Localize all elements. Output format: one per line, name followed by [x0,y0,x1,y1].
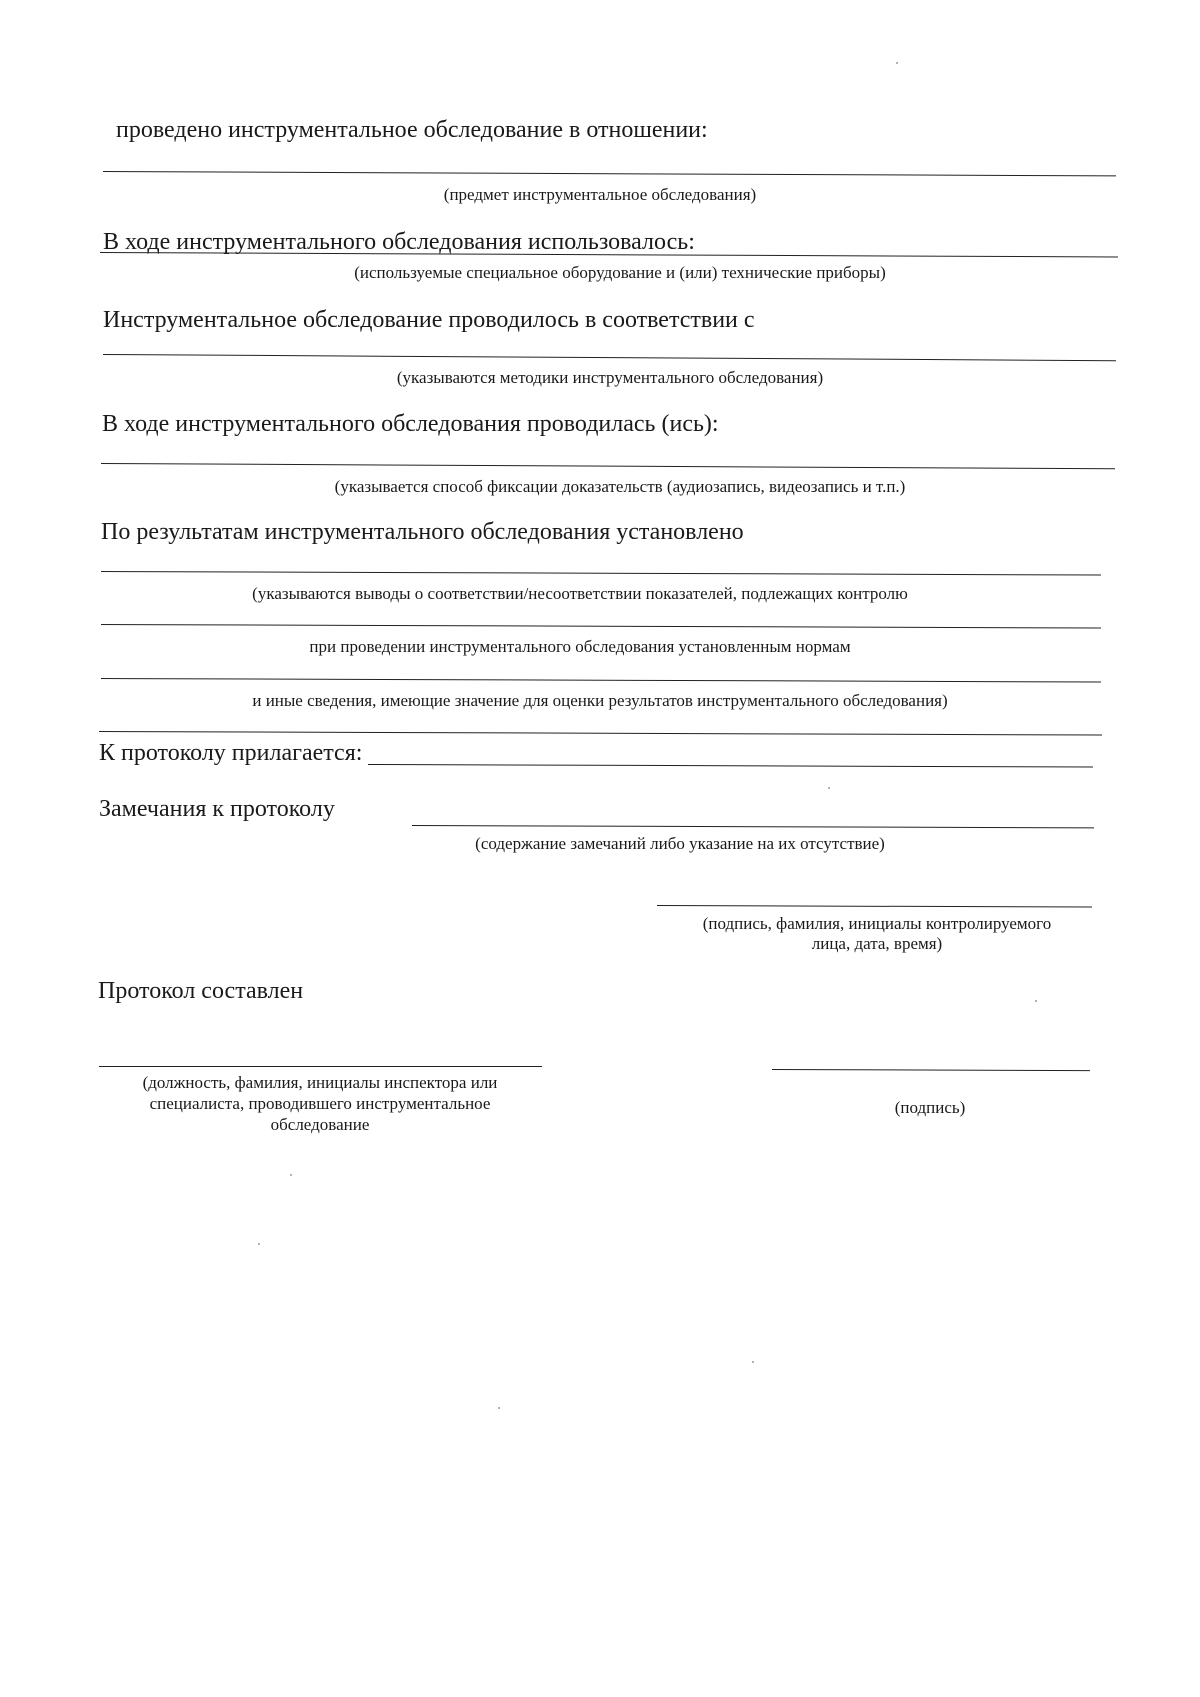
methods-caption: (указываются методики инструментального обследования) [396,368,824,387]
inspector-caption-1: (должность, фамилия, инициалы инспектора или [142,1073,498,1092]
results-caption-1: (указываются выводы о соответствии/несоответствии показателей, подлежащих контролю [252,584,908,603]
methods-label: Инструментальное обследование проводилось в соответствии с [103,307,755,333]
scan-speck [828,787,830,789]
equipment-caption: (используемые специальное оборудование и (или) технические приборы) [354,263,886,282]
controlled-signature-line[interactable] [657,905,1092,908]
scan-speck [896,62,898,64]
subject-caption: (предмет инструментальное обследования) [443,185,757,204]
results-label: По результатам инструментального обследования установлено [101,519,744,545]
scan-speck [498,1407,500,1409]
remarks-field-line[interactable] [412,825,1094,828]
recording-field-line[interactable] [101,463,1115,469]
remarks-label: Замечания к протоколу [99,796,335,822]
controlled-signature-caption-2: лица, дата, время) [811,934,943,953]
equipment-label: В ходе инструментального обследования использовалось: [103,229,695,255]
results-field-line-2[interactable] [101,624,1101,628]
recording-label: В ходе инструментального обследования проводилась (ись): [102,411,719,437]
results-field-line-4[interactable] [99,731,1102,736]
compiled-label: Протокол составлен [98,978,304,1004]
inspector-caption-2: специалиста, проводившего инструментальное [149,1094,491,1113]
scan-speck [752,1361,754,1363]
attachments-label: К протоколу прилагается: [99,740,363,766]
remarks-caption: (содержание замечаний либо указание на их отсутствие) [475,834,885,853]
inspector-caption-3: обследование [270,1115,370,1134]
recording-caption: (указывается способ фиксации доказательств (аудиозапись, видеозапись и т.п.) [334,477,906,496]
subject-field-line[interactable] [103,171,1116,176]
intro-text: проведено инструментальное обследование в отношении: [116,117,708,143]
signature-field-line[interactable] [772,1069,1090,1071]
scan-speck [1035,1000,1037,1002]
controlled-signature-caption-1: (подпись, фамилия, инициалы контролируемого [702,914,1052,933]
results-caption-3: и иные сведения, имеющие значение для оценки результатов инструментального обследования) [252,691,948,710]
results-caption-2: при проведении инструментального обследования установленным нормам [309,637,851,656]
attachments-field-line[interactable] [368,764,1093,768]
signature-caption: (подпись) [894,1098,966,1117]
scan-speck [258,1243,260,1245]
methods-field-line[interactable] [103,354,1116,361]
results-field-line-1[interactable] [101,571,1101,575]
scan-speck [290,1174,292,1176]
results-field-line-3[interactable] [101,678,1101,682]
inspector-field-line[interactable] [99,1066,542,1067]
